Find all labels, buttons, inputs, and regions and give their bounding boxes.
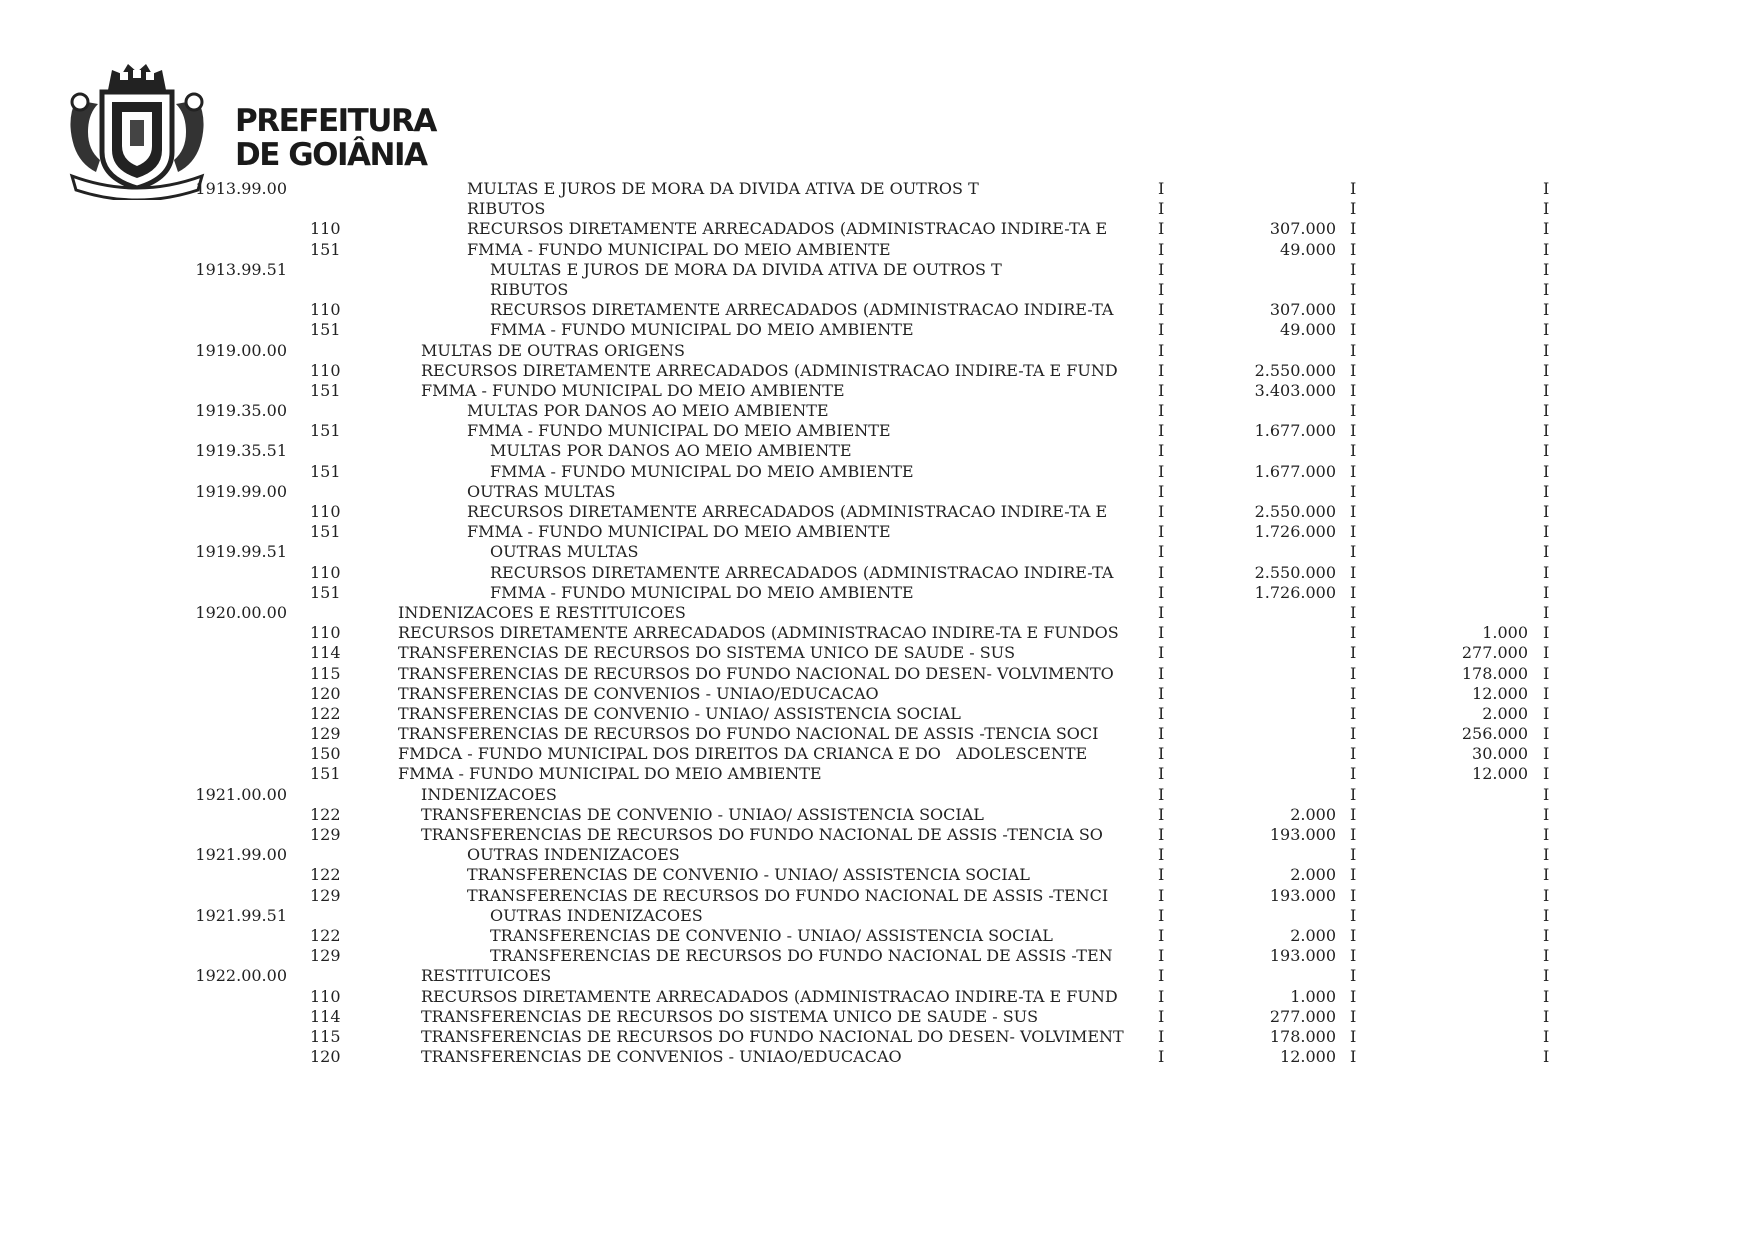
column-separator: I bbox=[1158, 1026, 1165, 1046]
table-row bbox=[0, 179, 1754, 199]
column-separator: I bbox=[1350, 401, 1357, 421]
account-description: FMMA - FUNDO MUNICIPAL DO MEIO AMBIENTE bbox=[467, 522, 891, 542]
column-separator: I bbox=[1158, 764, 1165, 784]
account-code: 1919.35.51 bbox=[195, 441, 287, 461]
account-description: RESTITUICOES bbox=[421, 966, 552, 986]
column-separator: I bbox=[1158, 643, 1165, 663]
value-column-2: 30.000 bbox=[1472, 744, 1528, 764]
table-row bbox=[0, 381, 1754, 401]
table-row bbox=[0, 865, 1754, 885]
value-column-1: 307.000 bbox=[1269, 219, 1336, 239]
column-separator: I bbox=[1543, 401, 1550, 421]
column-separator: I bbox=[1543, 199, 1550, 219]
column-separator: I bbox=[1543, 562, 1550, 582]
column-separator: I bbox=[1350, 179, 1357, 198]
column-separator: I bbox=[1350, 522, 1357, 542]
column-separator: I bbox=[1350, 986, 1357, 1006]
column-separator: I bbox=[1158, 784, 1165, 804]
column-separator: I bbox=[1158, 845, 1165, 865]
value-column-2: 277.000 bbox=[1461, 643, 1528, 663]
source-code: 114 bbox=[310, 643, 341, 663]
column-separator: I bbox=[1543, 825, 1550, 844]
account-description: RECURSOS DIRETAMENTE ARRECADADOS (ADMINISTRACAO INDIRE-TA E FUND bbox=[421, 986, 1118, 1006]
source-code: 129 bbox=[310, 825, 341, 844]
source-code: 122 bbox=[310, 865, 341, 885]
column-separator: I bbox=[1350, 602, 1357, 622]
column-separator: I bbox=[1158, 905, 1165, 925]
value-column-1: 1.726.000 bbox=[1254, 522, 1336, 542]
column-separator: I bbox=[1543, 340, 1550, 360]
table-row bbox=[0, 1007, 1754, 1027]
column-separator: I bbox=[1158, 1006, 1165, 1026]
source-code: 110 bbox=[310, 219, 341, 239]
table-row bbox=[0, 522, 1754, 542]
value-column-2: 178.000 bbox=[1461, 663, 1528, 683]
column-separator: I bbox=[1158, 582, 1165, 602]
account-code: 1921.00.00 bbox=[195, 784, 287, 804]
column-separator: I bbox=[1158, 380, 1165, 400]
account-code: 1919.99.51 bbox=[195, 542, 287, 562]
account-description: TRANSFERENCIAS DE RECURSOS DO FUNDO NACIONAL DO DESEN- VOLVIMENT bbox=[421, 1026, 1124, 1046]
value-column-2: 256.000 bbox=[1461, 724, 1528, 744]
table-row bbox=[0, 664, 1754, 684]
table-row bbox=[0, 240, 1754, 260]
column-separator: I bbox=[1543, 481, 1550, 501]
table-row bbox=[0, 361, 1754, 381]
column-separator: I bbox=[1158, 683, 1165, 703]
table-row bbox=[0, 219, 1754, 239]
column-separator: I bbox=[1543, 966, 1550, 986]
column-separator: I bbox=[1543, 986, 1550, 1006]
source-code: 129 bbox=[310, 946, 341, 966]
column-separator: I bbox=[1158, 199, 1165, 219]
column-separator: I bbox=[1350, 340, 1357, 360]
column-separator: I bbox=[1158, 219, 1165, 239]
table-row bbox=[0, 502, 1754, 522]
source-code: 151 bbox=[310, 461, 341, 481]
table-row bbox=[0, 421, 1754, 441]
account-description: RIBUTOS bbox=[467, 199, 546, 219]
table-row bbox=[0, 764, 1754, 784]
value-column-1: 2.550.000 bbox=[1254, 360, 1336, 380]
column-separator: I bbox=[1158, 946, 1165, 966]
value-column-1: 2.000 bbox=[1290, 865, 1336, 885]
column-separator: I bbox=[1543, 804, 1550, 824]
source-code: 151 bbox=[310, 380, 341, 400]
column-separator: I bbox=[1158, 279, 1165, 299]
table-row bbox=[0, 199, 1754, 219]
account-description: RECURSOS DIRETAMENTE ARRECADADOS (ADMINISTRACAO INDIRE-TA E bbox=[467, 219, 1108, 239]
column-separator: I bbox=[1350, 380, 1357, 400]
value-column-1: 178.000 bbox=[1269, 1026, 1336, 1046]
column-separator: I bbox=[1350, 764, 1357, 784]
column-separator: I bbox=[1543, 179, 1550, 198]
column-separator: I bbox=[1350, 683, 1357, 703]
column-separator: I bbox=[1543, 1006, 1550, 1026]
source-code: 129 bbox=[310, 724, 341, 744]
table-row bbox=[0, 805, 1754, 825]
column-separator: I bbox=[1543, 522, 1550, 542]
column-separator: I bbox=[1543, 744, 1550, 764]
column-separator: I bbox=[1158, 179, 1165, 198]
table-row bbox=[0, 1047, 1754, 1067]
account-description: MULTAS E JUROS DE MORA DA DIVIDA ATIVA DE OUTROS T bbox=[490, 259, 1002, 279]
table-row bbox=[0, 482, 1754, 502]
column-separator: I bbox=[1543, 905, 1550, 925]
account-description: FMMA - FUNDO MUNICIPAL DO MEIO AMBIENTE bbox=[467, 239, 891, 259]
source-code: 122 bbox=[310, 804, 341, 824]
source-code: 151 bbox=[310, 421, 341, 441]
account-code: 1919.35.00 bbox=[195, 401, 287, 421]
column-separator: I bbox=[1543, 724, 1550, 744]
account-description: OUTRAS MULTAS bbox=[490, 542, 639, 562]
value-column-1: 1.677.000 bbox=[1254, 421, 1336, 441]
column-separator: I bbox=[1158, 259, 1165, 279]
account-description: TRANSFERENCIAS DE CONVENIO - UNIAO/ ASSISTENCIA SOCIAL bbox=[398, 703, 961, 723]
column-separator: I bbox=[1543, 602, 1550, 622]
column-separator: I bbox=[1158, 522, 1165, 542]
column-separator: I bbox=[1158, 804, 1165, 824]
source-code: 110 bbox=[310, 623, 341, 643]
table-row bbox=[0, 583, 1754, 603]
account-description: RECURSOS DIRETAMENTE ARRECADADOS (ADMINISTRACAO INDIRE-TA E FUNDOS bbox=[398, 623, 1119, 643]
table-row bbox=[0, 643, 1754, 663]
column-separator: I bbox=[1543, 643, 1550, 663]
column-separator: I bbox=[1543, 360, 1550, 380]
table-row bbox=[0, 744, 1754, 764]
column-separator: I bbox=[1543, 663, 1550, 683]
column-separator: I bbox=[1350, 542, 1357, 562]
value-column-2: 12.000 bbox=[1472, 764, 1528, 784]
account-description: FMMA - FUNDO MUNICIPAL DO MEIO AMBIENTE bbox=[490, 320, 914, 340]
source-code: 110 bbox=[310, 986, 341, 1006]
value-column-2: 1.000 bbox=[1482, 623, 1528, 643]
column-separator: I bbox=[1350, 199, 1357, 219]
column-separator: I bbox=[1158, 744, 1165, 764]
column-separator: I bbox=[1543, 421, 1550, 441]
source-code: 150 bbox=[310, 744, 341, 764]
column-separator: I bbox=[1158, 502, 1165, 521]
table-row bbox=[0, 341, 1754, 361]
table-row bbox=[0, 280, 1754, 300]
table-row bbox=[0, 724, 1754, 744]
column-separator: I bbox=[1350, 825, 1357, 844]
column-separator: I bbox=[1350, 724, 1357, 744]
column-separator: I bbox=[1350, 784, 1357, 804]
source-code: 120 bbox=[310, 1047, 341, 1067]
column-separator: I bbox=[1158, 542, 1165, 562]
source-code: 151 bbox=[310, 582, 341, 602]
column-separator: I bbox=[1158, 239, 1165, 259]
table-row bbox=[0, 825, 1754, 845]
account-description: FMMA - FUNDO MUNICIPAL DO MEIO AMBIENTE bbox=[490, 461, 914, 481]
value-column-1: 277.000 bbox=[1269, 1006, 1336, 1026]
value-column-1: 193.000 bbox=[1269, 946, 1336, 966]
account-description: MULTAS POR DANOS AO MEIO AMBIENTE bbox=[467, 401, 829, 421]
value-column-1: 1.677.000 bbox=[1254, 461, 1336, 481]
column-separator: I bbox=[1158, 300, 1165, 320]
column-separator: I bbox=[1543, 239, 1550, 259]
column-separator: I bbox=[1158, 825, 1165, 844]
value-column-1: 2.550.000 bbox=[1254, 562, 1336, 582]
account-description: TRANSFERENCIAS DE RECURSOS DO FUNDO NACIONAL DO DESEN- VOLVIMENTO bbox=[398, 663, 1114, 683]
account-description: RECURSOS DIRETAMENTE ARRECADADOS (ADMINISTRACAO INDIRE-TA E FUND bbox=[421, 360, 1118, 380]
source-code: 151 bbox=[310, 239, 341, 259]
column-separator: I bbox=[1158, 986, 1165, 1006]
table-row bbox=[0, 987, 1754, 1007]
table-row bbox=[0, 684, 1754, 704]
table-row bbox=[0, 785, 1754, 805]
column-separator: I bbox=[1543, 441, 1550, 461]
account-description: FMMA - FUNDO MUNICIPAL DO MEIO AMBIENTE bbox=[398, 764, 822, 784]
column-separator: I bbox=[1158, 663, 1165, 683]
column-separator: I bbox=[1350, 259, 1357, 279]
table-row bbox=[0, 300, 1754, 320]
column-separator: I bbox=[1158, 461, 1165, 481]
column-separator: I bbox=[1350, 703, 1357, 723]
source-code: 129 bbox=[310, 885, 341, 905]
account-description: TRANSFERENCIAS DE CONVENIO - UNIAO/ ASSISTENCIA SOCIAL bbox=[490, 925, 1053, 945]
column-separator: I bbox=[1543, 502, 1550, 521]
source-code: 151 bbox=[310, 522, 341, 542]
column-separator: I bbox=[1158, 925, 1165, 945]
account-code: 1919.99.00 bbox=[195, 481, 287, 501]
table-row bbox=[0, 563, 1754, 583]
account-description: RECURSOS DIRETAMENTE ARRECADADOS (ADMINISTRACAO INDIRE-TA bbox=[490, 300, 1114, 320]
column-separator: I bbox=[1350, 562, 1357, 582]
column-separator: I bbox=[1350, 1026, 1357, 1046]
revenue-table bbox=[0, 179, 1754, 1067]
account-description: RIBUTOS bbox=[490, 279, 569, 299]
table-row bbox=[0, 401, 1754, 421]
source-code: 151 bbox=[310, 764, 341, 784]
account-code: 1921.99.00 bbox=[195, 845, 287, 865]
account-description: TRANSFERENCIAS DE CONVENIO - UNIAO/ ASSISTENCIA SOCIAL bbox=[467, 865, 1030, 885]
column-separator: I bbox=[1158, 562, 1165, 582]
value-column-1: 307.000 bbox=[1269, 300, 1336, 320]
column-separator: I bbox=[1158, 623, 1165, 643]
column-separator: I bbox=[1543, 1026, 1550, 1046]
source-code: 114 bbox=[310, 1006, 341, 1026]
table-row bbox=[0, 704, 1754, 724]
account-description: OUTRAS MULTAS bbox=[467, 481, 616, 501]
value-column-1: 2.000 bbox=[1290, 925, 1336, 945]
value-column-2: 12.000 bbox=[1472, 683, 1528, 703]
value-column-1: 193.000 bbox=[1269, 825, 1336, 844]
value-column-1: 49.000 bbox=[1280, 320, 1336, 340]
table-row bbox=[0, 603, 1754, 623]
column-separator: I bbox=[1543, 582, 1550, 602]
column-separator: I bbox=[1350, 744, 1357, 764]
column-separator: I bbox=[1543, 279, 1550, 299]
column-separator: I bbox=[1350, 582, 1357, 602]
column-separator: I bbox=[1158, 441, 1165, 461]
account-code: 1921.99.51 bbox=[195, 905, 287, 925]
column-separator: I bbox=[1543, 461, 1550, 481]
column-separator: I bbox=[1350, 643, 1357, 663]
column-separator: I bbox=[1543, 623, 1550, 643]
column-separator: I bbox=[1543, 219, 1550, 239]
account-description: TRANSFERENCIAS DE RECURSOS DO FUNDO NACIONAL DE ASSIS -TENCIA SOCI bbox=[398, 724, 1099, 744]
column-separator: I bbox=[1350, 966, 1357, 986]
table-row bbox=[0, 886, 1754, 906]
column-separator: I bbox=[1350, 360, 1357, 380]
value-column-1: 49.000 bbox=[1280, 239, 1336, 259]
column-separator: I bbox=[1543, 925, 1550, 945]
table-row bbox=[0, 462, 1754, 482]
value-column-1: 193.000 bbox=[1269, 885, 1336, 905]
column-separator: I bbox=[1350, 502, 1357, 521]
account-description: TRANSFERENCIAS DE RECURSOS DO FUNDO NACIONAL DE ASSIS -TENCI bbox=[467, 885, 1109, 905]
table-row bbox=[0, 260, 1754, 280]
column-separator: I bbox=[1350, 905, 1357, 925]
column-separator: I bbox=[1543, 1047, 1550, 1067]
column-separator: I bbox=[1543, 764, 1550, 784]
column-separator: I bbox=[1350, 845, 1357, 865]
column-separator: I bbox=[1543, 683, 1550, 703]
account-code: 1919.00.00 bbox=[195, 340, 287, 360]
column-separator: I bbox=[1158, 602, 1165, 622]
source-code: 110 bbox=[310, 502, 341, 521]
column-separator: I bbox=[1350, 804, 1357, 824]
column-separator: I bbox=[1350, 239, 1357, 259]
column-separator: I bbox=[1543, 703, 1550, 723]
column-separator: I bbox=[1350, 300, 1357, 320]
account-description: TRANSFERENCIAS DE RECURSOS DO SISTEMA UNICO DE SAUDE - SUS bbox=[421, 1006, 1039, 1026]
table-row bbox=[0, 946, 1754, 966]
column-separator: I bbox=[1158, 966, 1165, 986]
account-description: FMMA - FUNDO MUNICIPAL DO MEIO AMBIENTE bbox=[467, 421, 891, 441]
value-column-1: 2.550.000 bbox=[1254, 502, 1336, 521]
column-separator: I bbox=[1158, 481, 1165, 501]
account-description: OUTRAS INDENIZACOES bbox=[490, 905, 703, 925]
source-code: 120 bbox=[310, 683, 341, 703]
account-code: 1913.99.51 bbox=[195, 259, 287, 279]
table-row bbox=[0, 1027, 1754, 1047]
column-separator: I bbox=[1543, 885, 1550, 905]
account-description: OUTRAS INDENIZACOES bbox=[467, 845, 680, 865]
value-column-1: 1.726.000 bbox=[1254, 582, 1336, 602]
table-row bbox=[0, 906, 1754, 926]
table-row bbox=[0, 845, 1754, 865]
value-column-2: 2.000 bbox=[1482, 703, 1528, 723]
table-row bbox=[0, 966, 1754, 986]
account-description: TRANSFERENCIAS DE CONVENIOS - UNIAO/EDUCACAO bbox=[421, 1047, 902, 1067]
account-description: RECURSOS DIRETAMENTE ARRECADADOS (ADMINISTRACAO INDIRE-TA bbox=[490, 562, 1114, 582]
source-code: 122 bbox=[310, 703, 341, 723]
account-code: 1920.00.00 bbox=[195, 602, 287, 622]
account-description: TRANSFERENCIAS DE CONVENIOS - UNIAO/EDUCACAO bbox=[398, 683, 879, 703]
source-code: 110 bbox=[310, 360, 341, 380]
value-column-1: 2.000 bbox=[1290, 804, 1336, 824]
table-row bbox=[0, 441, 1754, 461]
column-separator: I bbox=[1350, 946, 1357, 966]
table-row bbox=[0, 926, 1754, 946]
column-separator: I bbox=[1158, 865, 1165, 885]
account-description: RECURSOS DIRETAMENTE ARRECADADOS (ADMINISTRACAO INDIRE-TA E bbox=[467, 502, 1108, 521]
column-separator: I bbox=[1158, 401, 1165, 421]
table-row bbox=[0, 623, 1754, 643]
column-separator: I bbox=[1158, 360, 1165, 380]
account-description: MULTAS E JUROS DE MORA DA DIVIDA ATIVA DE OUTROS T bbox=[467, 179, 979, 198]
column-separator: I bbox=[1543, 259, 1550, 279]
source-code: 115 bbox=[310, 663, 341, 683]
logo-wordmark bbox=[235, 104, 436, 172]
value-column-1: 3.403.000 bbox=[1254, 380, 1336, 400]
account-description: TRANSFERENCIAS DE RECURSOS DO FUNDO NACIONAL DE ASSIS -TENCIA SO bbox=[421, 825, 1103, 844]
source-code: 151 bbox=[310, 320, 341, 340]
column-separator: I bbox=[1350, 320, 1357, 340]
account-description: FMMA - FUNDO MUNICIPAL DO MEIO AMBIENTE bbox=[421, 380, 845, 400]
column-separator: I bbox=[1350, 481, 1357, 501]
source-code: 110 bbox=[310, 300, 341, 320]
account-description: TRANSFERENCIAS DE CONVENIO - UNIAO/ ASSISTENCIA SOCIAL bbox=[421, 804, 984, 824]
logo-line-1: PREFEITURA bbox=[235, 103, 436, 139]
column-separator: I bbox=[1350, 663, 1357, 683]
column-separator: I bbox=[1543, 320, 1550, 340]
source-code: 115 bbox=[310, 1026, 341, 1046]
account-description: MULTAS POR DANOS AO MEIO AMBIENTE bbox=[490, 441, 852, 461]
column-separator: I bbox=[1158, 885, 1165, 905]
column-separator: I bbox=[1543, 380, 1550, 400]
account-description: INDENIZACOES E RESTITUICOES bbox=[398, 602, 686, 622]
column-separator: I bbox=[1543, 300, 1550, 320]
source-code: 122 bbox=[310, 925, 341, 945]
account-code: 1913.99.00 bbox=[195, 179, 287, 198]
column-separator: I bbox=[1158, 724, 1165, 744]
column-separator: I bbox=[1350, 885, 1357, 905]
column-separator: I bbox=[1350, 421, 1357, 441]
column-separator: I bbox=[1350, 623, 1357, 643]
account-description: INDENIZACOES bbox=[421, 784, 557, 804]
source-code: 110 bbox=[310, 562, 341, 582]
table-row bbox=[0, 542, 1754, 562]
value-column-1: 12.000 bbox=[1280, 1047, 1336, 1067]
account-description: TRANSFERENCIAS DE RECURSOS DO FUNDO NACIONAL DE ASSIS -TEN bbox=[490, 946, 1113, 966]
column-separator: I bbox=[1350, 219, 1357, 239]
column-separator: I bbox=[1158, 340, 1165, 360]
column-separator: I bbox=[1158, 320, 1165, 340]
account-description: MULTAS DE OUTRAS ORIGENS bbox=[421, 340, 686, 360]
column-separator: I bbox=[1350, 865, 1357, 885]
column-separator: I bbox=[1350, 441, 1357, 461]
column-separator: I bbox=[1543, 865, 1550, 885]
column-separator: I bbox=[1543, 845, 1550, 865]
column-separator: I bbox=[1543, 542, 1550, 562]
column-separator: I bbox=[1158, 703, 1165, 723]
column-separator: I bbox=[1543, 946, 1550, 966]
account-description: FMMA - FUNDO MUNICIPAL DO MEIO AMBIENTE bbox=[490, 582, 914, 602]
value-column-1: 1.000 bbox=[1290, 986, 1336, 1006]
table-row bbox=[0, 320, 1754, 340]
column-separator: I bbox=[1543, 784, 1550, 804]
account-code: 1922.00.00 bbox=[195, 966, 287, 986]
column-separator: I bbox=[1350, 925, 1357, 945]
column-separator: I bbox=[1350, 279, 1357, 299]
column-separator: I bbox=[1350, 1006, 1357, 1026]
column-separator: I bbox=[1158, 1047, 1165, 1067]
account-description: FMDCA - FUNDO MUNICIPAL DOS DIREITOS DA CRIANCA E DO ADOLESCENTE bbox=[398, 744, 1088, 764]
column-separator: I bbox=[1158, 421, 1165, 441]
column-separator: I bbox=[1350, 1047, 1357, 1067]
column-separator: I bbox=[1350, 461, 1357, 481]
logo-line-2: DE GOIÂNIA bbox=[235, 137, 427, 173]
account-description: TRANSFERENCIAS DE RECURSOS DO SISTEMA UNICO DE SAUDE - SUS bbox=[398, 643, 1016, 663]
